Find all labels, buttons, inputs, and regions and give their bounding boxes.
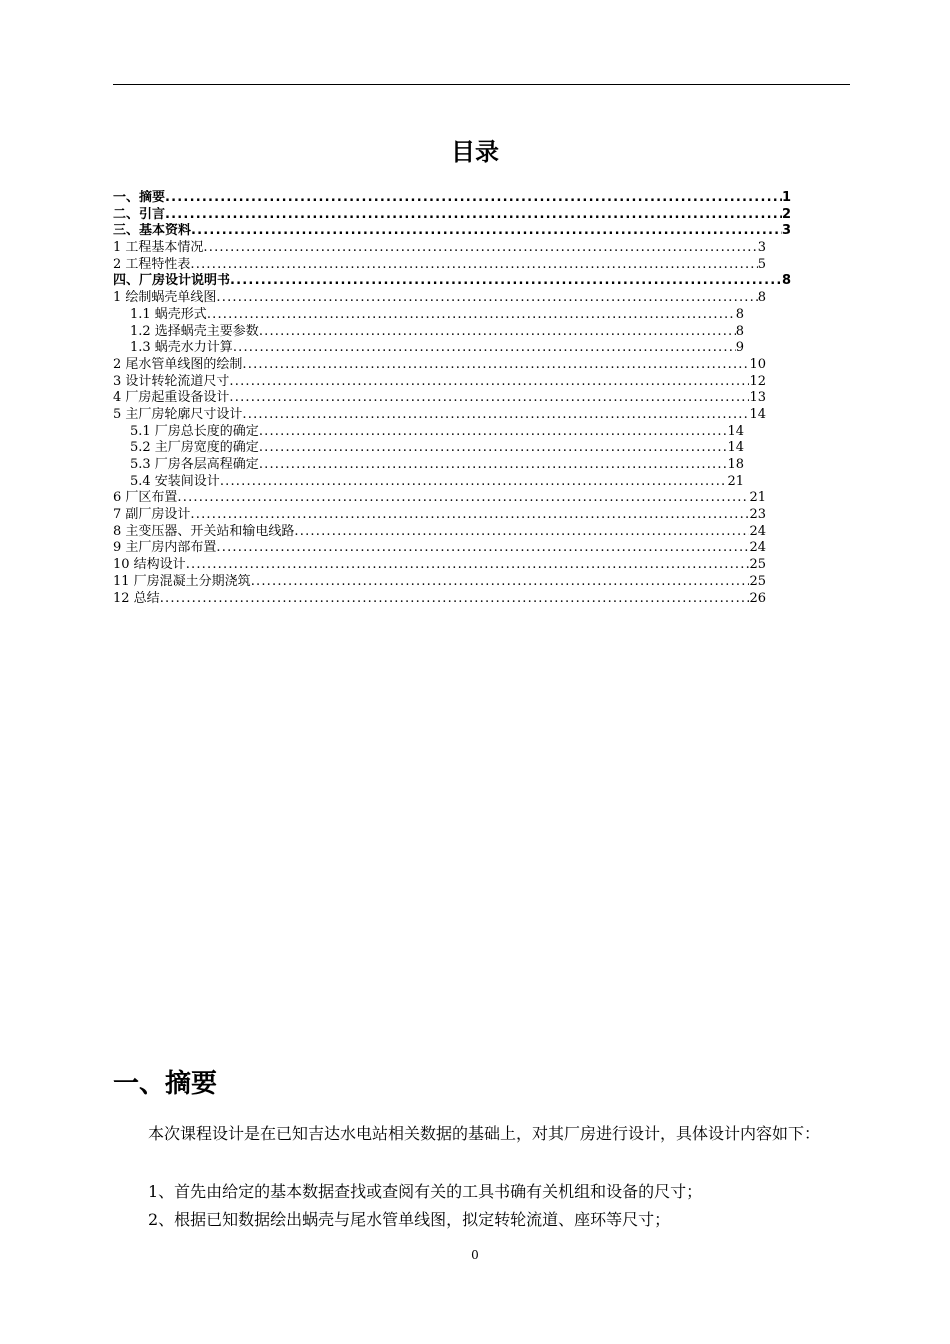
toc-entry-label: 2 工程特性表: [113, 256, 191, 272]
toc-entry-label: 9 主厂房内部布置: [113, 540, 217, 556]
abstract-paragraph: 本次课程设计是在已知吉达水电站相关数据的基础上，对其厂房进行设计，具体设计内容如下：: [148, 1124, 821, 1143]
toc-leader-dots: [259, 324, 736, 341]
toc-entry-label: 一、摘要: [113, 190, 166, 205]
toc-leader-dots: [203, 240, 757, 257]
toc-entry[interactable]: [130, 424, 744, 441]
toc-leader-dots: [233, 340, 736, 357]
toc-leader-dots: [190, 257, 757, 274]
toc-entry-label: 11 厂房混凝土分期浇筑: [113, 573, 251, 589]
toc-entry-page: 9: [735, 340, 744, 356]
abstract-item-1: 1、首先由给定的基本数据查找或查阅有关的工具书确有关机组和设备的尺寸；: [148, 1182, 703, 1201]
toc-leader-dots: [216, 290, 757, 307]
toc-entry-page: 21: [727, 473, 744, 489]
toc-entry[interactable]: [113, 540, 766, 557]
toc-leader-dots: [207, 307, 736, 324]
section-heading: 一、摘要: [113, 1069, 218, 1099]
toc-entry-label: 四、厂房设计说明书: [113, 273, 231, 289]
toc-entry-page: 8: [735, 306, 744, 322]
toc-entry-label: 1 绘制蜗壳单线图: [113, 290, 217, 306]
toc-entry[interactable]: [113, 240, 766, 257]
toc-entry-page: 26: [749, 590, 766, 606]
toc-entry[interactable]: [113, 357, 766, 374]
toc-entry[interactable]: [130, 474, 744, 491]
toc-entry[interactable]: [113, 190, 791, 207]
toc-entry-label: 5.3 厂房各层高程确定: [130, 457, 259, 472]
page-number: 0: [471, 1248, 479, 1262]
toc-entry[interactable]: [113, 207, 791, 224]
toc-leader-dots: [242, 357, 749, 374]
toc-entry-page: 13: [749, 390, 766, 406]
toc-entry[interactable]: [130, 340, 744, 357]
toc-entry-label: 6 厂区布置: [113, 490, 178, 506]
toc-leader-dots: [259, 424, 728, 441]
toc-entry-label: 二、引言: [113, 206, 166, 222]
toc-entry[interactable]: [113, 374, 766, 391]
toc-leader-dots: [230, 273, 782, 290]
toc-leader-dots: [190, 507, 749, 524]
toc-entry-label: 1.1 蜗壳形式: [130, 306, 207, 322]
toc-entry[interactable]: [113, 390, 766, 407]
toc-entry-label: 12 总结: [113, 590, 160, 606]
toc-entry[interactable]: [130, 440, 744, 457]
toc-entry-page: 8: [735, 323, 744, 339]
toc-entry-page: 23: [749, 507, 766, 523]
toc-entry-label: 5.4 安装间设计: [130, 473, 220, 489]
toc-entry[interactable]: [130, 457, 744, 474]
toc-entry-page: 18: [727, 457, 744, 472]
toc-entry[interactable]: [113, 273, 791, 290]
toc-entry-label: 10 结构设计: [113, 557, 186, 573]
toc-entry-page: 14: [727, 440, 744, 456]
toc-entry-label: 8 主变压器、开关站和输电线路: [113, 523, 295, 539]
toc-entry[interactable]: [113, 524, 766, 541]
toc-leader-dots: [165, 190, 782, 207]
toc-entry[interactable]: [113, 257, 766, 274]
abstract-item-2: 2、根据已知数据绘出蜗壳与尾水管单线图，拟定转轮流道、座环等尺寸；: [148, 1210, 671, 1229]
toc-leader-dots: [216, 540, 749, 557]
toc-leader-dots: [160, 591, 750, 608]
toc-leader-dots: [294, 524, 749, 541]
toc-leader-dots: [191, 223, 782, 240]
toc-leader-dots: [220, 474, 728, 491]
toc-entry-label: 5 主厂房轮廓尺寸设计: [113, 406, 243, 422]
toc-entry[interactable]: [130, 307, 744, 324]
toc-entry-page: 24: [749, 523, 766, 539]
toc-entry[interactable]: [113, 507, 766, 524]
header-rule: [113, 84, 850, 85]
toc-title: 目录: [451, 138, 499, 166]
toc-entry-page: 8: [757, 290, 766, 306]
toc-entry-label: 7 副厂房设计: [113, 507, 191, 523]
toc-entry-label: 1 工程基本情况: [113, 240, 204, 256]
table-of-contents: [113, 190, 813, 607]
toc-entry-page: 25: [749, 573, 766, 589]
toc-entry-label: 5.2 主厂房宽度的确定: [130, 440, 259, 456]
toc-entry[interactable]: [113, 557, 766, 574]
toc-entry-label: 1.3 蜗壳水力计算: [130, 340, 233, 356]
toc-leader-dots: [165, 207, 782, 224]
toc-entry-page: 21: [749, 490, 766, 506]
toc-entry-page: 14: [727, 423, 744, 439]
toc-entry[interactable]: [113, 490, 766, 507]
toc-leader-dots: [177, 490, 749, 507]
toc-entry[interactable]: [130, 324, 744, 341]
toc-entry[interactable]: [113, 223, 791, 240]
toc-entry-page: 5: [757, 256, 766, 272]
toc-entry-page: 8: [781, 273, 791, 289]
toc-entry-page: 1: [781, 190, 791, 205]
toc-entry-page: 2: [781, 206, 791, 222]
toc-entry[interactable]: [113, 574, 766, 591]
toc-entry-page: 10: [749, 356, 766, 372]
toc-leader-dots: [229, 390, 749, 407]
toc-leader-dots: [229, 374, 749, 391]
toc-entry-page: 3: [757, 240, 766, 256]
toc-leader-dots: [259, 440, 728, 457]
toc-entry-page: 12: [749, 373, 766, 389]
toc-entry[interactable]: [113, 591, 766, 608]
toc-entry[interactable]: [113, 290, 766, 307]
toc-entry-label: 3 设计转轮流道尺寸: [113, 373, 230, 389]
toc-leader-dots: [186, 557, 750, 574]
toc-entry-page: 3: [781, 223, 791, 239]
toc-entry-page: 25: [749, 557, 766, 573]
toc-leader-dots: [242, 407, 749, 424]
toc-entry-label: 2 尾水管单线图的绘制: [113, 356, 243, 372]
toc-entry-label: 三、基本资料: [113, 223, 192, 239]
toc-entry[interactable]: [113, 407, 766, 424]
toc-entry-label: 1.2 选择蜗壳主要参数: [130, 323, 259, 339]
toc-entry-page: 24: [749, 540, 766, 556]
toc-leader-dots: [259, 457, 728, 474]
toc-leader-dots: [251, 574, 750, 591]
toc-entry-label: 4 厂房起重设备设计: [113, 390, 230, 406]
toc-entry-label: 5.1 厂房总长度的确定: [130, 423, 259, 439]
toc-entry-page: 14: [749, 406, 766, 422]
